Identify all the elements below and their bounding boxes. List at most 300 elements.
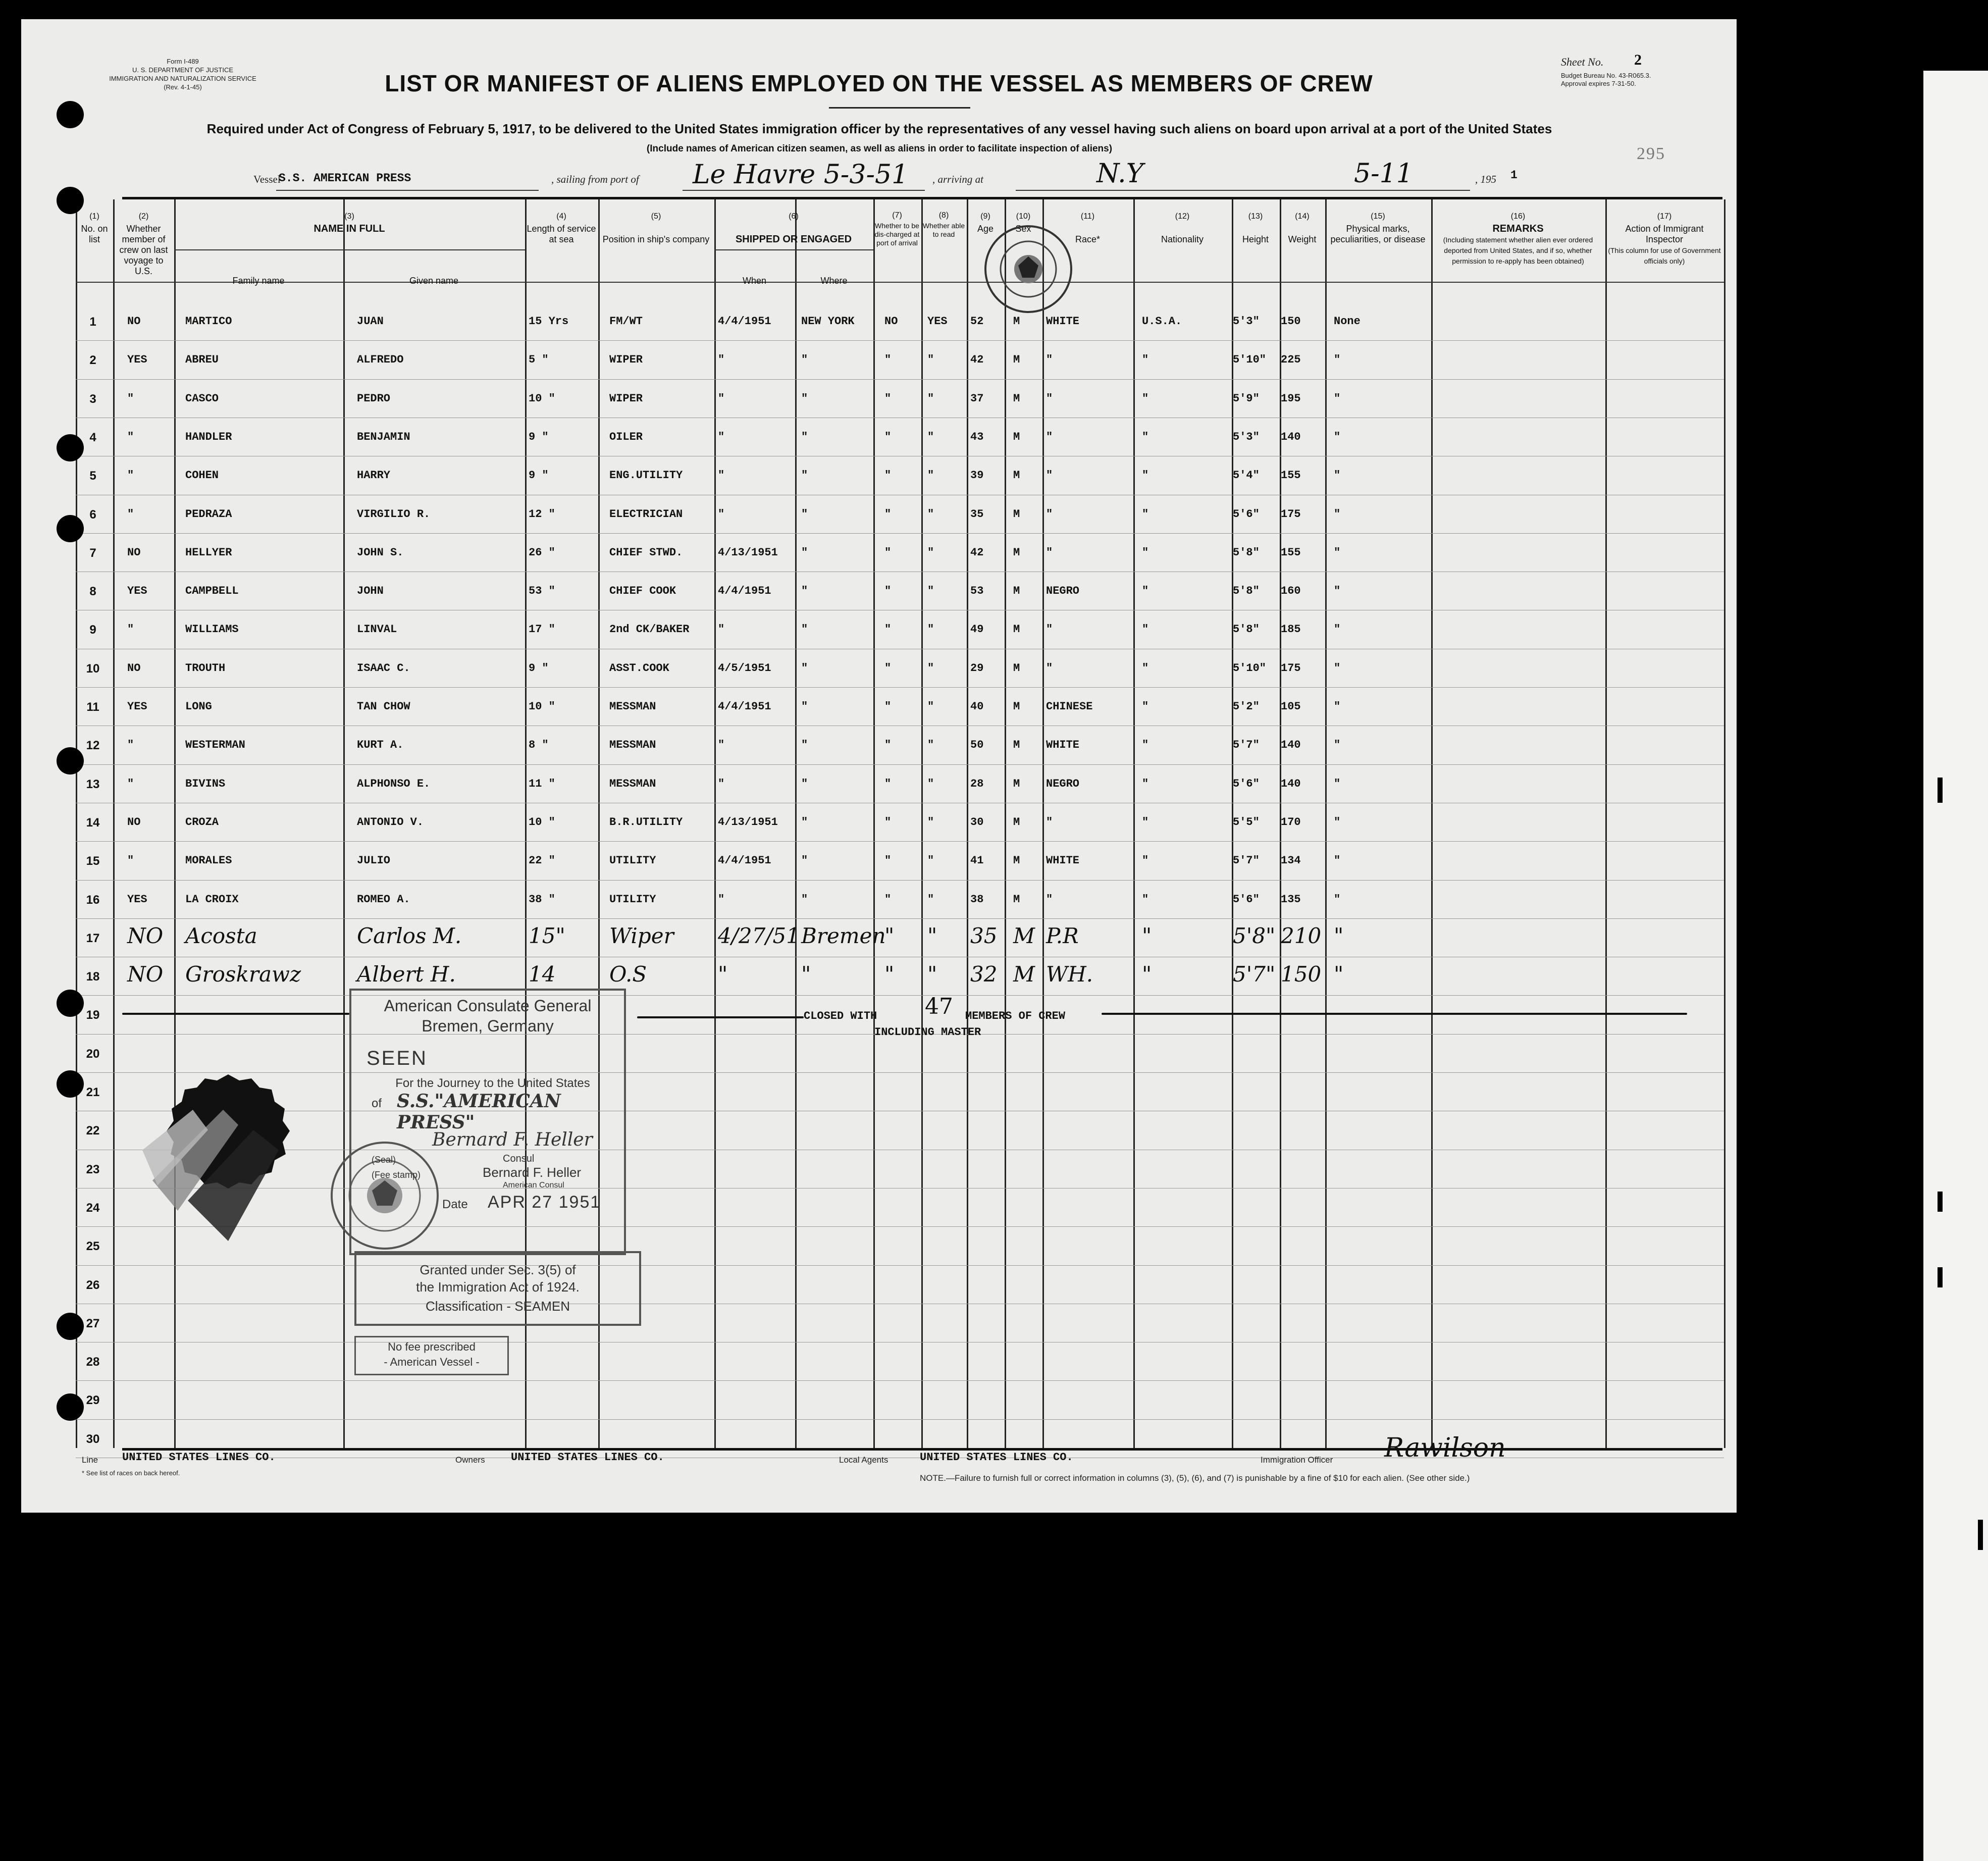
column-rule [714, 199, 716, 1448]
cell-where: " [801, 392, 808, 405]
footer-line-label: Line [82, 1455, 98, 1465]
cell-disch: " [884, 662, 892, 675]
cell-prev: NO [127, 816, 141, 829]
cell-family: HANDLER [185, 431, 232, 443]
cell-service: 17 " [529, 623, 555, 636]
cell-read: " [927, 816, 934, 829]
cell-height: 5'8" [1233, 585, 1260, 597]
cell-race: WHITE [1046, 739, 1080, 751]
punch-hole [57, 434, 84, 461]
cell-read: " [927, 623, 934, 636]
row-number: 30 [86, 1432, 100, 1446]
header-col8: (8) Whether able to read [922, 211, 965, 238]
cell-family: MORALES [185, 854, 232, 867]
document-title: LIST OR MANIFEST OF ALIENS EMPLOYED ON THE VESSEL AS MEMBERS OF CREW [385, 70, 1373, 96]
cell-prev: YES [127, 893, 147, 906]
cell-when: " [718, 392, 725, 405]
cell-where: Bremen [801, 923, 886, 948]
cell-height: 5'8" [1233, 546, 1260, 559]
row-rule [76, 918, 1724, 919]
cell-read: " [927, 508, 934, 521]
cell-service: 12 " [529, 508, 555, 521]
cell-height: 5'6" [1233, 508, 1260, 521]
cell-height: 5'3" [1233, 431, 1260, 443]
cell-race: " [1046, 893, 1053, 906]
cell-disch: NO [884, 315, 898, 328]
cell-nat: " [1142, 662, 1149, 675]
sheet-number: 2 [1634, 51, 1642, 68]
cell-nat: " [1142, 469, 1149, 482]
punch-hole [57, 747, 84, 774]
punch-hole [57, 515, 84, 542]
cell-family: WILLIAMS [185, 623, 239, 636]
cell-nat: " [1142, 739, 1149, 751]
cell-family: WESTERMAN [185, 739, 245, 751]
punch-hole [57, 1393, 84, 1421]
cell-when: " [718, 469, 725, 482]
cell-height: 5'2" [1233, 700, 1260, 713]
arrival-date: 5-11 [1354, 159, 1413, 189]
cell-position: B.R.UTILITY [609, 816, 683, 829]
cell-prev: " [127, 392, 134, 405]
row-number: 15 [86, 854, 100, 868]
cell-weight: 210 [1281, 923, 1322, 948]
revision: (Rev. 4-1-45) [164, 83, 202, 91]
cell-given: LINVAL [357, 623, 397, 636]
row-number: 18 [86, 970, 100, 984]
cell-marks: " [1334, 353, 1341, 366]
cell-weight: 140 [1281, 778, 1301, 790]
cell-position: O.S [609, 962, 647, 987]
cell-service: 22 " [529, 854, 555, 867]
cell-height: 5'5" [1233, 816, 1260, 829]
cell-race: WH. [1046, 962, 1093, 987]
cell-given: JOHN [357, 585, 384, 597]
cell-sex: M [1013, 778, 1020, 790]
cell-weight: 170 [1281, 816, 1301, 829]
cell-height: 5'4" [1233, 469, 1260, 482]
cell-sex: M [1013, 585, 1020, 597]
cell-position: ELECTRICIAN [609, 508, 683, 521]
cell-position: ENG.UTILITY [609, 469, 683, 482]
granted-stamp: Granted under Sec. 3(5) of the Immigration Act of 1924. Classification - SEAMEN [354, 1251, 641, 1326]
cell-disch: " [884, 854, 892, 867]
row-number: 22 [86, 1124, 100, 1138]
cell-marks: " [1334, 739, 1341, 751]
cell-family: LONG [185, 700, 212, 713]
cell-prev: " [127, 623, 134, 636]
cell-nat: " [1142, 923, 1152, 948]
cell-where: " [801, 508, 808, 521]
cell-given: ALPHONSO E. [357, 778, 431, 790]
cell-disch: " [884, 392, 892, 405]
cell-where: " [801, 893, 808, 906]
cell-position: Wiper [609, 923, 674, 948]
vessel-name: S.S. AMERICAN PRESS [279, 172, 411, 185]
cell-height: 5'10" [1233, 662, 1267, 675]
cell-nat: " [1142, 508, 1149, 521]
cell-race: " [1046, 431, 1053, 443]
cell-service: 14 [529, 962, 556, 987]
row-number: 7 [89, 546, 96, 560]
officer-signature: Rawilson [1384, 1433, 1506, 1463]
row-number: 3 [89, 392, 96, 406]
cell-family: Groskrawz [185, 962, 301, 987]
cell-weight: 155 [1281, 469, 1301, 482]
header-col4: (4) Length of service at sea [527, 212, 596, 244]
cell-read: " [927, 854, 934, 867]
row-number: 19 [86, 1008, 100, 1022]
cell-prev: " [127, 431, 134, 443]
cell-race: " [1046, 392, 1053, 405]
punch-hole [57, 1313, 84, 1340]
cell-age: 50 [970, 739, 984, 751]
header-consulate-seal [980, 221, 1076, 317]
header-col9: (9) Age [977, 212, 994, 234]
cell-position: MESSMAN [609, 739, 656, 751]
consulate-date: APR 27 1951 [488, 1193, 601, 1212]
cell-prev: " [127, 739, 134, 751]
cell-sex: M [1013, 353, 1020, 366]
cell-prev: " [127, 508, 134, 521]
cell-read: " [927, 662, 934, 675]
cell-read: " [927, 962, 937, 987]
column-rule [1325, 199, 1327, 1448]
cell-when: 4/5/1951 [718, 662, 771, 675]
row-rule [76, 1419, 1724, 1420]
header-col3: (3) NAME IN FULL [313, 212, 385, 234]
cell-nat: " [1142, 854, 1149, 867]
cell-family: Acosta [185, 923, 257, 948]
cell-service: 9 " [529, 662, 549, 675]
cell-weight: 160 [1281, 585, 1301, 597]
cell-where: " [801, 469, 808, 482]
sheet-label: Sheet No. [1561, 56, 1604, 68]
cell-race: " [1046, 623, 1053, 636]
cell-where: " [801, 962, 811, 987]
punch-hole [57, 1070, 84, 1098]
cell-marks: " [1334, 469, 1341, 482]
cell-weight: 135 [1281, 893, 1301, 906]
cell-weight: 105 [1281, 700, 1301, 713]
column-rule [873, 199, 875, 1448]
header-col17: (17) Action of Immigrant Inspector (This column for use of Government officials only) [1608, 212, 1721, 265]
header-col16: (16) REMARKS (Including statement whether alien ever ordered deported from United States, and if so, whether permission to re-apply has been obtained) [1443, 212, 1593, 265]
cell-age: 30 [970, 816, 984, 829]
cell-family: CROZA [185, 816, 219, 829]
cell-where: " [801, 700, 808, 713]
cell-nat: " [1142, 623, 1149, 636]
cell-sex: M [1013, 662, 1020, 675]
row-number: 6 [89, 508, 96, 522]
cell-family: MARTICO [185, 315, 232, 328]
footer-agents-label: Local Agents [839, 1455, 888, 1465]
cell-weight: 150 [1281, 315, 1301, 328]
cell-disch: " [884, 700, 892, 713]
cell-height: 5'10" [1233, 353, 1267, 366]
cell-nat: " [1142, 893, 1149, 906]
cell-race: WHITE [1046, 315, 1080, 328]
cell-sex: M [1013, 893, 1020, 906]
cell-weight: 175 [1281, 662, 1301, 675]
cell-age: 53 [970, 585, 984, 597]
cell-disch: " [884, 623, 892, 636]
closed-with-text: CLOSED WITH [804, 1010, 877, 1022]
subheader-rule [174, 249, 525, 250]
row-number: 28 [86, 1355, 100, 1369]
cell-marks: " [1334, 623, 1341, 636]
cell-age: 40 [970, 700, 984, 713]
cell-when: " [718, 893, 725, 906]
cell-read: " [927, 353, 934, 366]
cell-where: " [801, 739, 808, 751]
cell-when: 4/4/1951 [718, 854, 771, 867]
header-family-name: Family name [232, 276, 285, 286]
cell-weight: 195 [1281, 392, 1301, 405]
cell-given: Carlos M. [357, 923, 462, 948]
cell-position: UTILITY [609, 893, 656, 906]
header-given-name: Given name [409, 276, 459, 286]
cell-age: 37 [970, 392, 984, 405]
cell-sex: M [1013, 392, 1020, 405]
cell-service: 53 " [529, 585, 555, 597]
cell-service: 15" [529, 923, 565, 948]
cell-marks: " [1334, 962, 1344, 987]
cell-where: " [801, 623, 808, 636]
cell-disch: " [884, 431, 892, 443]
cell-weight: 175 [1281, 508, 1301, 521]
column-rule [76, 199, 77, 1448]
row-number: 4 [89, 431, 96, 444]
seen-label: SEEN [367, 1047, 428, 1069]
cell-read: " [927, 431, 934, 443]
cell-marks: " [1334, 778, 1341, 790]
cell-race: " [1046, 546, 1053, 559]
cell-position: MESSMAN [609, 700, 656, 713]
subheader-rule [714, 249, 873, 250]
cell-given: KURT A. [357, 739, 404, 751]
row-number: 21 [86, 1085, 100, 1099]
cell-service: 9 " [529, 469, 549, 482]
cell-weight: 150 [1281, 962, 1322, 987]
column-rule [1133, 199, 1135, 1448]
cell-position: WIPER [609, 392, 643, 405]
cell-given: TAN CHOW [357, 700, 410, 713]
row-rule [76, 687, 1724, 688]
cell-height: 5'9" [1233, 392, 1260, 405]
cell-when: " [718, 508, 725, 521]
cell-service: 38 " [529, 893, 555, 906]
footer-owners-value: UNITED STATES LINES CO. [511, 1451, 664, 1464]
cell-family: CASCO [185, 392, 219, 405]
row-rule [76, 379, 1724, 380]
cell-sex: M [1013, 854, 1020, 867]
cell-read: " [927, 469, 934, 482]
column-rule [921, 199, 923, 1448]
form-number: Form I-489 [167, 58, 199, 65]
cell-disch: " [884, 893, 892, 906]
cell-age: 35 [970, 923, 998, 948]
cell-given: ISAAC C. [357, 662, 410, 675]
header-col5: (5) Position in ship's company [602, 212, 710, 244]
cell-marks: " [1334, 585, 1341, 597]
row-rule [76, 880, 1724, 881]
header-col1: (1) No. on list [81, 212, 108, 244]
column-rule [1005, 199, 1006, 1448]
column-rule [1605, 199, 1607, 1448]
header-col14: (14) Weight [1288, 212, 1317, 244]
cell-service: 10 " [529, 392, 555, 405]
cell-height: 5'8" [1233, 623, 1260, 636]
year-digit: 1 [1510, 169, 1518, 182]
column-rule [1042, 199, 1044, 1448]
cell-when: " [718, 739, 725, 751]
cell-read: YES [927, 315, 948, 328]
cell-race: NEGRO [1046, 585, 1080, 597]
cell-given: BENJAMIN [357, 431, 410, 443]
sailing-port: Le Havre 5-3-51 [693, 160, 909, 190]
cell-disch: " [884, 816, 892, 829]
cell-age: 42 [970, 546, 984, 559]
cell-service: 10 " [529, 816, 555, 829]
cell-family: PEDRAZA [185, 508, 232, 521]
cell-age: 39 [970, 469, 984, 482]
cell-position: OILER [609, 431, 643, 443]
column-rule [967, 199, 968, 1448]
cell-where: " [801, 854, 808, 867]
cell-height: 5'8" [1233, 923, 1276, 948]
row-number: 12 [86, 739, 100, 752]
cell-marks: " [1334, 546, 1341, 559]
cell-when: " [718, 962, 728, 987]
cell-age: 52 [970, 315, 984, 328]
ship-name-stamp: S.S."AMERICAN PRESS" [397, 1091, 561, 1133]
closing-stroke-right [1102, 1013, 1687, 1015]
cell-when: 4/27/51 [718, 923, 800, 948]
cell-service: 15 Yrs [529, 315, 569, 328]
cell-service: 11 " [529, 778, 555, 790]
cell-age: 42 [970, 353, 984, 366]
cell-prev: " [127, 854, 134, 867]
cell-when: " [718, 353, 725, 366]
punch-hole [57, 101, 84, 128]
cell-prev: NO [127, 662, 141, 675]
row-rule [76, 764, 1724, 765]
cell-family: TROUTH [185, 662, 226, 675]
cell-sex: M [1013, 816, 1020, 829]
cell-position: CHIEF STWD. [609, 546, 683, 559]
cell-age: 43 [970, 431, 984, 443]
column-rule [1431, 199, 1433, 1448]
cell-nat: " [1142, 585, 1149, 597]
row-rule [76, 533, 1724, 534]
column-rule [795, 199, 797, 1448]
cell-sex: M [1013, 315, 1020, 328]
cell-prev: YES [127, 700, 147, 713]
row-number: 25 [86, 1239, 100, 1253]
cell-family: COHEN [185, 469, 219, 482]
cell-where: " [801, 585, 808, 597]
cell-prev: NO [127, 923, 164, 948]
cell-sex: M [1013, 623, 1020, 636]
cell-sex: M [1013, 431, 1020, 443]
no-fee-stamp: No fee prescribed - American Vessel - [354, 1336, 509, 1375]
cell-read: " [927, 546, 934, 559]
cell-where: " [801, 816, 808, 829]
cell-given: PEDRO [357, 392, 391, 405]
cell-weight: 225 [1281, 353, 1301, 366]
cell-sex: M [1013, 469, 1020, 482]
cell-prev: NO [127, 315, 141, 328]
cell-when: 4/4/1951 [718, 585, 771, 597]
cell-given: HARRY [357, 469, 391, 482]
cell-race: " [1046, 469, 1053, 482]
cell-read: " [927, 739, 934, 751]
cell-height: 5'7" [1233, 854, 1260, 867]
cell-given: ANTONIO V. [357, 816, 424, 829]
cell-disch: " [884, 353, 892, 366]
row-number: 20 [86, 1047, 100, 1061]
row-number: 24 [86, 1201, 100, 1215]
cell-read: " [927, 392, 934, 405]
cell-given: JULIO [357, 854, 391, 867]
cell-read: " [927, 778, 934, 790]
row-number: 16 [86, 893, 100, 907]
cell-given: Albert H. [357, 962, 456, 987]
cell-position: ASST.COOK [609, 662, 669, 675]
cell-weight: 155 [1281, 546, 1301, 559]
header-col15: (15) Physical marks, peculiarities, or disease [1330, 212, 1426, 244]
cell-position: WIPER [609, 353, 643, 366]
members-of-crew-text: MEMBERS OF CREW [965, 1010, 1066, 1022]
consul-signature: Bernard F. Heller [432, 1129, 593, 1150]
closing-stroke-mid [637, 1016, 804, 1018]
adjacent-page-edge [1923, 71, 1988, 1861]
cell-nat: " [1142, 962, 1152, 987]
cell-height: 5'7" [1233, 739, 1260, 751]
cell-sex: M [1013, 546, 1020, 559]
cell-prev: NO [127, 962, 164, 987]
cell-read: " [927, 923, 937, 948]
cell-when: 4/13/1951 [718, 816, 778, 829]
cell-nat: " [1142, 431, 1149, 443]
cell-race: P.R [1046, 923, 1079, 948]
cell-disch: " [884, 585, 892, 597]
sailing-underline [683, 190, 925, 191]
cell-age: 35 [970, 508, 984, 521]
header-col7: (7) Whether to be dis-charged at port of arrival [874, 211, 920, 247]
cell-nat: U.S.A. [1142, 315, 1182, 328]
cell-race: " [1046, 816, 1053, 829]
title-rule [829, 107, 970, 109]
cell-when: " [718, 431, 725, 443]
required-text: Required under Act of Congress of February 5, 1917, to be delivered to the United States immigration officer by the representatives of any vessel having such aliens on board upon arrival at a port of the United States [206, 121, 1552, 136]
cell-position: 2nd CK/BAKER [609, 623, 690, 636]
cell-family: LA CROIX [185, 893, 239, 906]
cell-where: " [801, 353, 808, 366]
cell-height: 5'3" [1233, 315, 1260, 328]
cell-marks: " [1334, 700, 1341, 713]
cell-age: 28 [970, 778, 984, 790]
manifest-sheet [21, 19, 1737, 1513]
cell-when: 4/13/1951 [718, 546, 778, 559]
cell-sex: M [1013, 739, 1020, 751]
header-col12: (12) Nationality [1161, 212, 1204, 244]
vessel-underline [276, 190, 539, 191]
cell-age: 38 [970, 893, 984, 906]
cell-weight: 140 [1281, 739, 1301, 751]
cell-sex: M [1013, 508, 1020, 521]
